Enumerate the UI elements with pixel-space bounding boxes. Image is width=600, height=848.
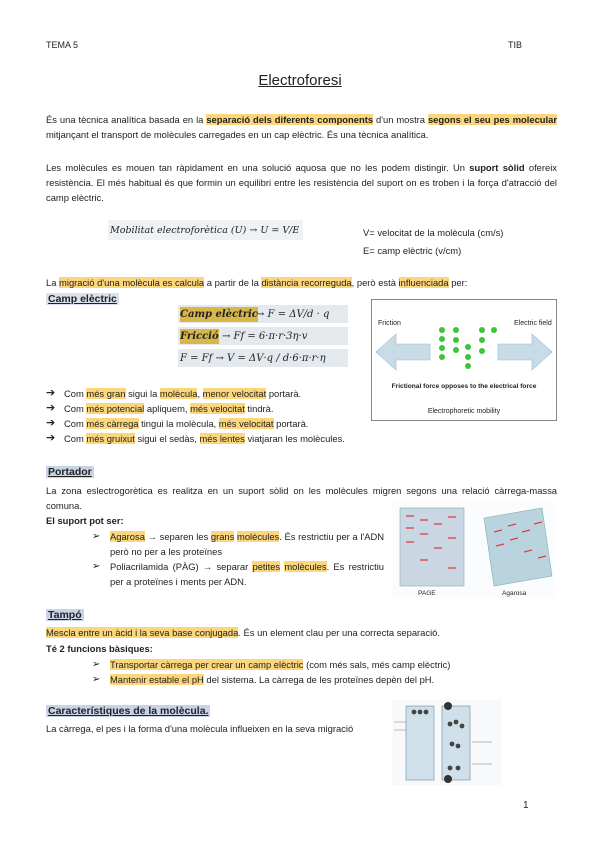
mobility-formula-box xyxy=(108,220,303,240)
intro-paragraph-2: Les molècules es mouen tan ràpidament en una solució aquosa que no les podem distingir. Un suport sòlid ofereix resistència. El més habitual és que formin un equilibri entre les resistència del suport on es troben i la força d'atracció del camp elèctric. xyxy=(46,162,557,203)
mobility-diagram xyxy=(372,300,556,420)
field-definition: E= camp elèctric (v/cm) xyxy=(363,245,462,256)
camp-effects-list xyxy=(46,386,366,446)
camp-heading: Camp elèctric xyxy=(48,293,117,305)
page-gel xyxy=(400,508,464,586)
mobility-formula: Mobilitat electroforètica (U) → U = V/E xyxy=(110,225,300,236)
arrow-icon: ➔ xyxy=(46,432,56,444)
support-list xyxy=(92,529,384,589)
agarose-gel xyxy=(484,508,552,586)
gels-figure xyxy=(392,502,555,598)
force-formula-3: F = Ff → V = ΔV·q / d·6·π·r·η xyxy=(178,349,348,367)
list-item: ➔ Com més potencial apliquem, més velocitat tindrà. xyxy=(46,402,274,414)
list-item: ➔ Com més gran sigui la molècula, menor velocitat portarà. xyxy=(46,387,302,399)
portador-text: La zona eslectrogorètica es realitza en un suport sòlid on les molècules migren segons una relació càrrega-massa comuna. xyxy=(46,485,557,511)
agarose-gel-label: Agarosa xyxy=(502,590,527,597)
tampo-subheading: Té 2 funcions bàsiques: xyxy=(46,643,153,654)
lane-left xyxy=(406,706,434,780)
molecule-dots xyxy=(439,327,497,369)
friction-arrow xyxy=(376,334,430,370)
field-label: Electric field xyxy=(514,320,552,327)
force-formula-2: Fricció → Ff = 6·π·r·3η·v xyxy=(178,327,348,345)
portador-subheading: El suport pot ser: xyxy=(46,515,124,526)
arrow-icon: ➔ xyxy=(46,417,56,429)
list-item: ➢ Transportar càrrega per crear un camp elèctric (com més sals, més camp elèctric) xyxy=(92,659,451,670)
gels-diagram xyxy=(392,502,555,598)
migration-sentence: La migració d'una molècula es calcula a partir de la distància recorreguda, però està influenciada per: xyxy=(46,277,468,288)
arrow-icon: ➔ xyxy=(46,402,56,414)
page-number: 1 xyxy=(523,800,529,811)
figure-title: Electrophoretic mobility xyxy=(427,408,501,415)
arrow-icon: ➔ xyxy=(46,387,56,399)
page-title: Electroforesi xyxy=(258,72,342,89)
tampo-heading: Tampó xyxy=(48,609,82,621)
molecule-diagram xyxy=(392,700,502,785)
intro-paragraph-1: És una tècnica analítica basada en la separació dels diferents components d'un mostra segons el seu pes molecular mitjançant el transport de molècules carregades en un cap elèctric. És una tècnica analítica. xyxy=(46,114,557,140)
arrowhead-icon: ➢ xyxy=(92,531,101,542)
list-item: ➢ Poliacrilamida (PÀG) → separar petites molècules. Es restrictiu per a proteïnes i ments per ADN. xyxy=(92,561,384,587)
arrowhead-icon: ➢ xyxy=(92,561,101,572)
caracteristiques-heading: Característiques de la molècula. xyxy=(48,705,209,717)
plus-electrode-icon xyxy=(444,775,452,783)
tampo-text: Mescla entre un àcid i la seva base conjugada. És un element clau per una correcta separació. xyxy=(46,627,440,638)
force-formula-1: Camp elèctric → F = ΔV/d · q xyxy=(178,305,348,323)
list-item: ➔ Com més gruixut sigui el sedàs, més lentes viatjaran les molècules. xyxy=(46,432,345,444)
friction-label: Friction xyxy=(378,320,401,327)
figure-caption: Frictional force opposes to the electrical force xyxy=(391,383,537,390)
page-gel-label: PAGE xyxy=(418,590,436,597)
minus-electrode-icon xyxy=(444,702,452,710)
mobility-figure xyxy=(371,299,557,421)
tampo-functions-list xyxy=(92,657,552,687)
field-arrow xyxy=(498,334,552,370)
list-item: ➔ Com més càrrega tingui la molècula, més velocitat portarà. xyxy=(46,417,309,429)
header-right: TIB xyxy=(508,40,523,50)
list-item: ➢ Mantenir estable el pH del sistema. La càrrega de les proteïnes depèn del pH. xyxy=(92,674,435,685)
list-item: ➢ Agarosa → separen les grans molècules. És restrictiu per a l'ADN però no per a les proteïnes xyxy=(92,531,385,557)
velocity-definition: V= velocitat de la molècula (cm/s) xyxy=(363,227,504,238)
arrowhead-icon: ➢ xyxy=(92,659,101,670)
header-left: TEMA 5 xyxy=(46,40,79,50)
molecule-figure xyxy=(392,700,502,785)
arrowhead-icon: ➢ xyxy=(92,674,101,685)
portador-heading: Portador xyxy=(48,466,92,478)
caracteristiques-text: La càrrega, el pes i la forma d'una molècula influeixen en la seva migració xyxy=(46,723,354,734)
